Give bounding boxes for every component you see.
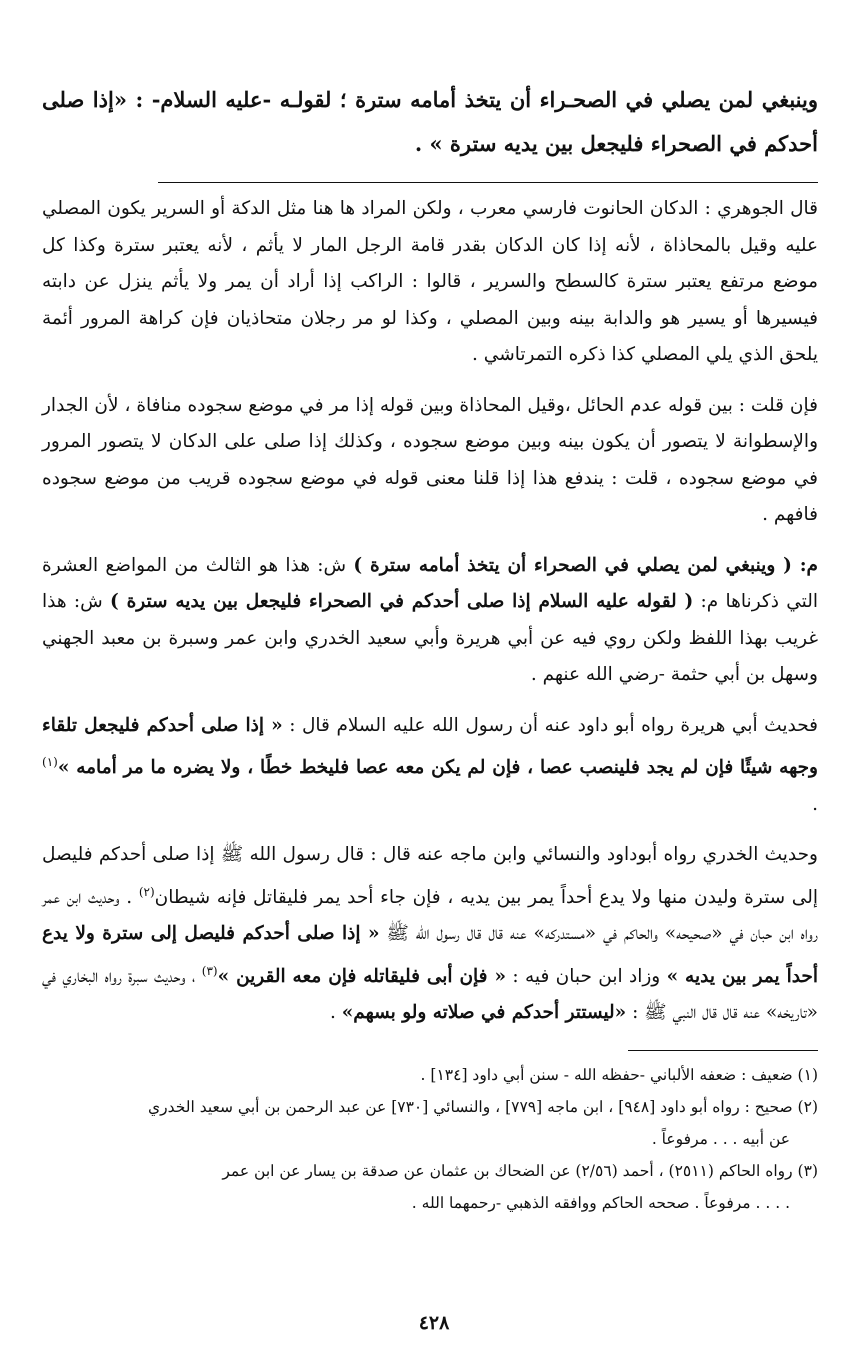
footnote-ref: (١)	[42, 755, 58, 769]
narration-text: . وحديث ابن عمر رواه ابن حبان في «صحيحه» والحاكم في «مستدركه» عنه قال قال رسول الله ﷺ	[42, 886, 818, 945]
paragraph-objection: فإن قلت : بين قوله عدم الحائل ،وقيل المحاذاة وبين قوله إذا مر في موضع سجوده منافاة ، لأن الجدار والإسطوانة لا يتصور أن يكون بينه وبين موضع سجوده ، وكذلك إذا صلى على الدكان لا يتصور المرور في موضع سجوده ، قلت : يندفع هذا إذا قلنا معنى قوله في موضع سجوده قريب من موضع سجوده فافهم .	[42, 394, 818, 525]
footnote-2-line1: (٢) صحيح : رواه أبو داود [٩٤٨] ، ابن ماجه [٧٧٩] ، والنسائي [٧٣٠] عن عبد الرحمن بن أبي سعيد الخدري	[147, 1097, 818, 1116]
paragraph-abu-hurayra	[42, 708, 818, 824]
paragraph-khudri	[42, 837, 818, 1032]
footnote-3-line2: . . . . مرفوعاً . صححه الحاكم ووافقه الذهبي -رحمهما الله .	[411, 1193, 790, 1212]
paragraph-third-place	[42, 548, 818, 694]
paragraph-jawhari: قال الجوهري : الدكان الحانوت فارسي معرب ، ولكن المراد ها هنا مثل الدكة أو السرير يكون المصلي عليه وقيل بالمحاذاة ، لأنه إذا كان الدكان بقدر قامة الرجل المار لا يأثم ، لأنه يعتبر سترة وكذا كل موضع مرتفع يعتبر سترة كالسطح والسرير ، قالوا : الراكب إذا أراد أن يمر ولا يأثم ينزل عن دابته فيسيرها أو يسير هو والدابة بينه وبين المصلي ، وكذا لو مر رجلان متحاذيان فإن كراهة المرور أئمة يلحق الذي يلي المصلي كذا ذكره التمرتاشي .	[42, 198, 818, 365]
sharh-text: ش: هذا غريب بهذا اللفظ ولكن روي فيه عن أبي هريرة وأبي سعيد الخدري وابن عمر وسبرة بن معبد الجهني وسهل بن أبي حثمة -رضي الله عنهم .	[42, 591, 818, 685]
matn-quote: م: ( وينبغي لمن يصلي في الصحراء أن يتخذ أمامه سترة )	[353, 554, 818, 576]
hadith-quote: « فإن أبى فليقاتله فإن معه القرين »	[217, 965, 507, 987]
footnote-3-line1: (٣) رواه الحاكم (٢٥١١) ، أحمد (٢/٥٦) عن الضحاك بن عثمان عن صدقة بن يسار عن ابن عمر	[222, 1161, 818, 1180]
page-number: ٤٢٨	[418, 1312, 450, 1334]
header-divider	[158, 182, 818, 183]
footnote-2	[42, 1091, 818, 1155]
narration-text: وحديث الخدري رواه أبوداود والنسائي وابن ماجه عنه قال : قال رسول الله ﷺ إذا صلى أحدكم فليصل إلى سترة وليدن منها ولا يدع أحداً يمر بين يديه ، فإن جاء أحد يمر فليقاتل فإنه شيطان	[42, 844, 819, 908]
hadith-quote: « إذا صلى أحدكم فليصل إلى سترة ولا يدع أحداً يمر بين يديه »	[42, 923, 818, 987]
matn-header: وينبغي لمن يصلي في الصحـراء أن يتخذ أمامه سترة ؛ لقولـه -عليه السلام- : «إذا صلى أحدكم في الصحراء فليجعل بين يديه سترة » .	[42, 87, 818, 156]
footnote-3	[42, 1155, 818, 1219]
footnote-ref: (٢)	[138, 884, 155, 899]
narration-text: ، وحديث سبرة رواه البخاري في «تاريخه» عنه قال قال النبي ﷺ :	[42, 965, 818, 1024]
footnote-2-line2: عن أبيه . . . مرفوعاً .	[651, 1129, 790, 1148]
footnote-1: (١) ضعيف : ضعفه الألباني -حفظه الله - سنن أبي داود [١٣٤] .	[420, 1065, 818, 1084]
footnote-divider	[628, 1050, 818, 1051]
footnote-ref: (٣)	[201, 963, 218, 978]
narration-text: وزاد ابن حبان فيه :	[506, 965, 667, 987]
punctuation: .	[329, 1002, 342, 1024]
narration-intro: فحديث أبي هريرة رواه أبو داود عنه أن رسول الله عليه السلام قال :	[282, 714, 818, 736]
punctuation: .	[812, 793, 818, 815]
hadith-quote: « إذا صلى أحدكم فليجعل تلقاء وجهه شيئًا فإن لم يجد فلينصب عصا ، فإن لم يكن معه عصا فليخط خطًا ، ولا يضره ما مر أمامه »	[42, 714, 818, 779]
sharh-text: ش: هذا هو الثالث من المواضع العشرة التي ذكرناها م:	[42, 554, 818, 612]
hadith-quote: «ليستتر أحدكم في صلاته ولو بسهم»	[341, 1002, 627, 1024]
matn-quote: ( لقوله عليه السلام إذا صلى أحدكم في الصحراء فليجعل بين يديه سترة )	[109, 591, 694, 612]
